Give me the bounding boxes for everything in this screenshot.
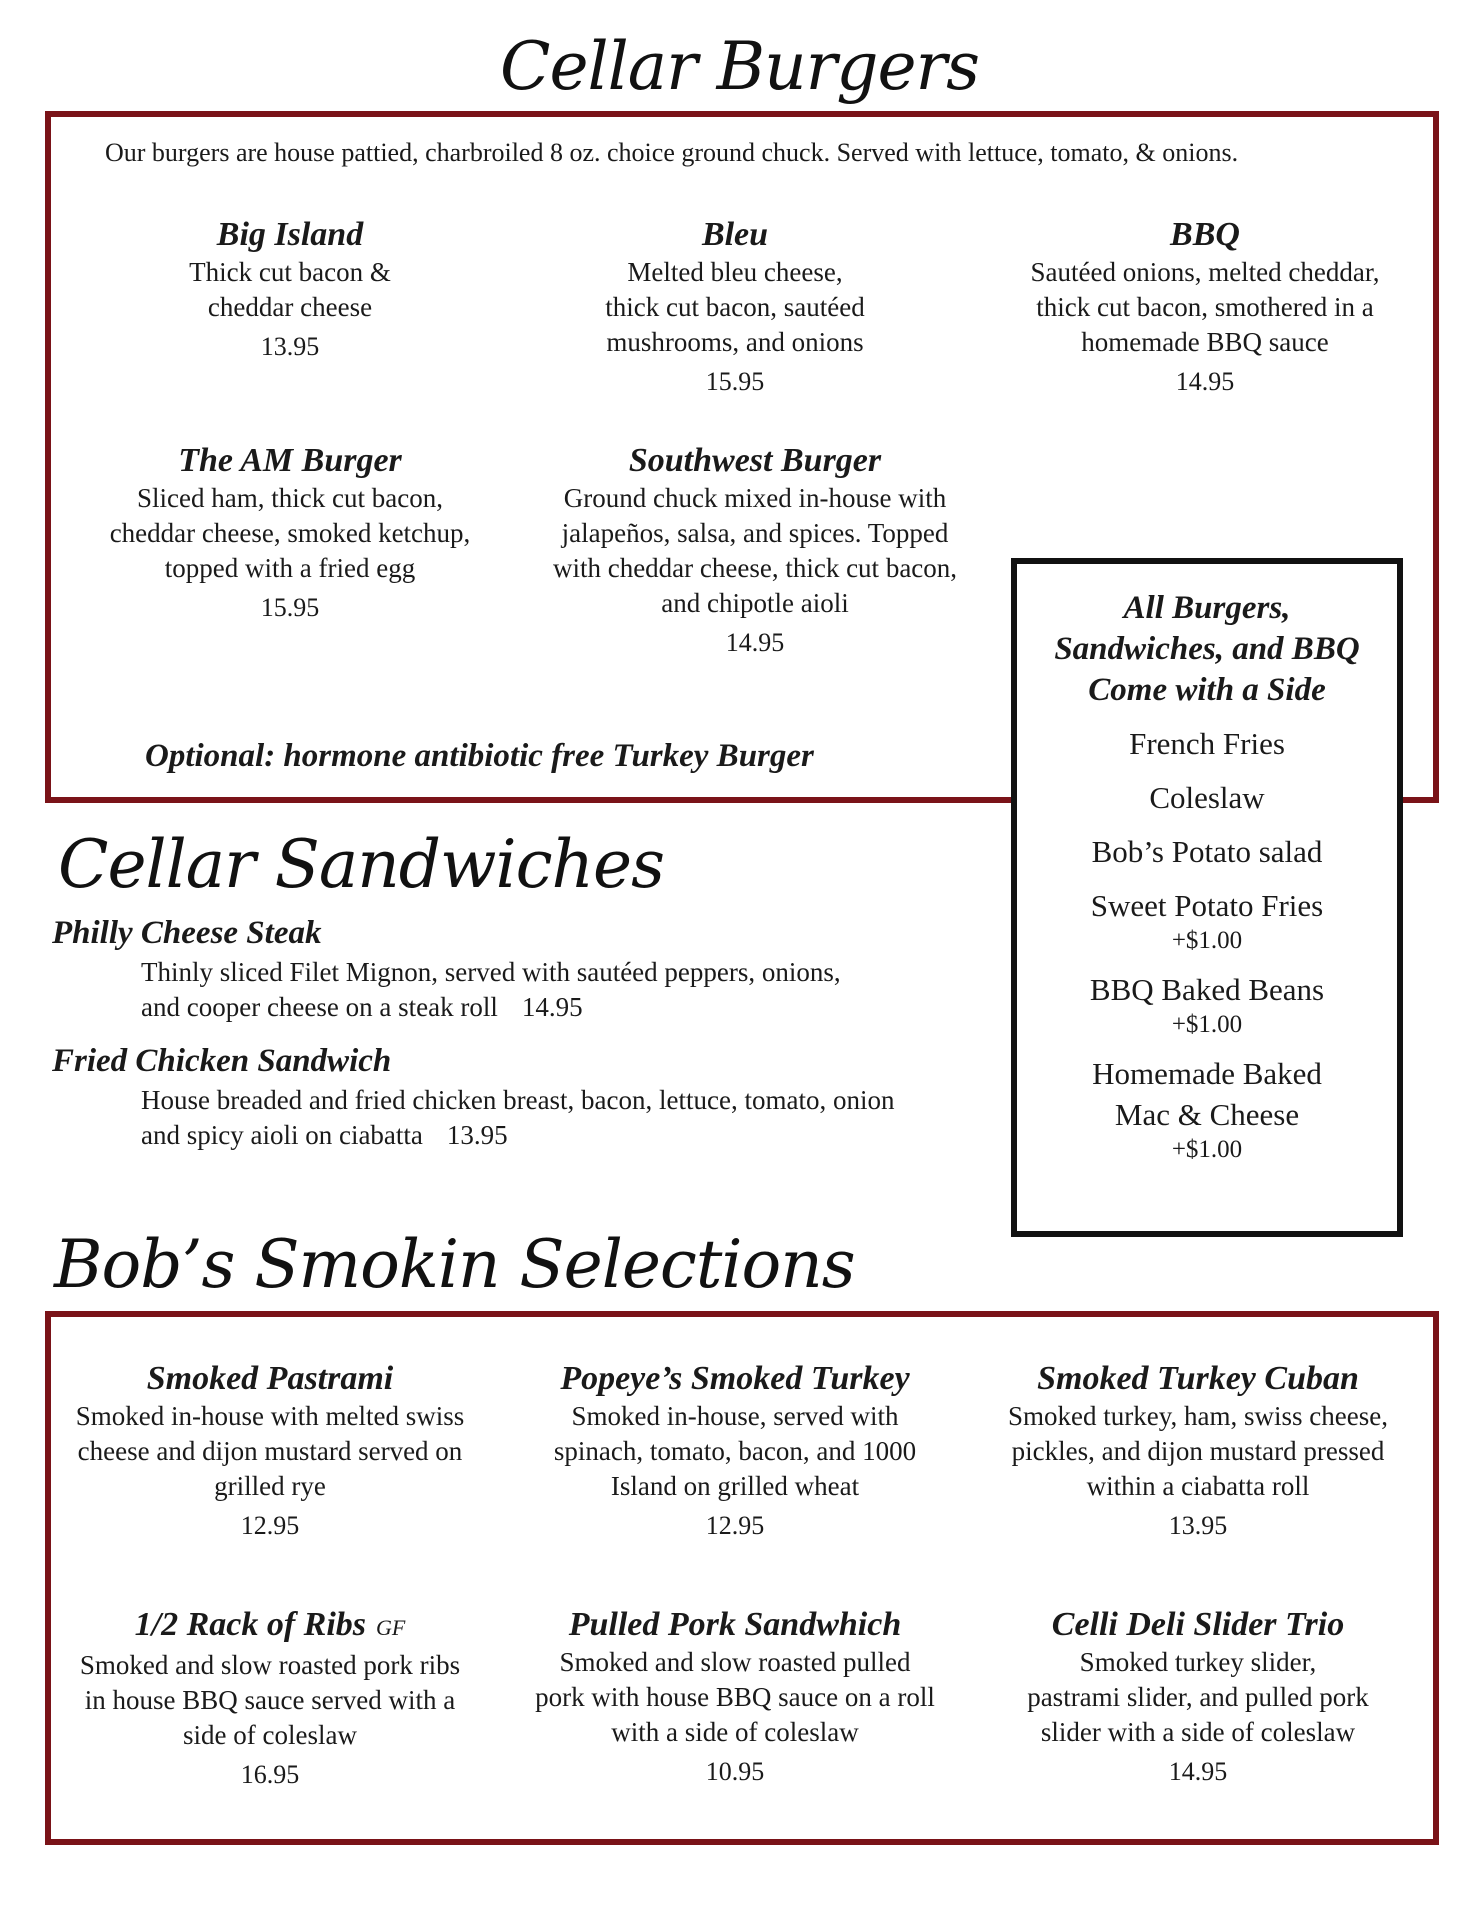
item-desc: Smoked in-house with melted swiss xyxy=(75,1401,465,1431)
item-name: Southwest Burger xyxy=(628,442,882,479)
item-desc: cheddar cheese, smoked ketchup, xyxy=(109,518,471,548)
item-name: Big Island xyxy=(216,216,364,253)
item-desc: homemade BBQ sauce xyxy=(1081,327,1329,357)
burger-item xyxy=(70,215,510,365)
item-name: Celli Deli Slider Trio xyxy=(1051,1606,1345,1643)
item-price: 12.95 xyxy=(240,1511,300,1540)
item-desc: Smoked and slow roasted pork ribs xyxy=(79,1650,461,1680)
item-desc: within a ciabatta roll xyxy=(1086,1471,1310,1501)
sandwich-name: Philly Cheese Steak xyxy=(52,915,322,951)
sandwich-desc-line xyxy=(141,990,841,1025)
item-desc: pork with house BBQ sauce on a roll xyxy=(535,1682,935,1712)
sandwich-price: 13.95 xyxy=(446,1120,508,1150)
item-desc: in house BBQ sauce served with a xyxy=(84,1685,456,1715)
item-price: 13.95 xyxy=(260,332,320,361)
item-desc: Smoked turkey, ham, swiss cheese, xyxy=(1008,1401,1388,1431)
side-upcharge: +$1.00 xyxy=(1171,1011,1243,1038)
item-desc: side of coleslaw xyxy=(183,1720,357,1750)
sandwich-price: 14.95 xyxy=(521,992,583,1022)
sides-heading xyxy=(1017,588,1397,711)
item-price: 13.95 xyxy=(1168,1511,1228,1540)
burger-item xyxy=(985,215,1425,400)
item-desc: thick cut bacon, smothered in a xyxy=(1036,292,1374,322)
item-name: Smoked Pastrami xyxy=(146,1360,394,1397)
side-name: Sweet Potato Fries xyxy=(1090,888,1324,923)
sandwich-desc xyxy=(141,1083,894,1153)
side-item xyxy=(1017,723,1397,764)
item-desc: thick cut bacon, sautéed xyxy=(605,292,865,322)
sandwich-desc-line: House breaded and fried chicken breast, bacon, lettuce, tomato, onion xyxy=(141,1085,895,1115)
gluten-free-tag: GF xyxy=(376,1615,406,1640)
item-desc: Island on grilled wheat xyxy=(610,1471,860,1501)
item-price: 10.95 xyxy=(705,1757,765,1786)
item-desc: with a side of coleslaw xyxy=(611,1717,859,1747)
side-name: Mac & Cheese xyxy=(1114,1097,1300,1132)
side-name: Homemade Baked xyxy=(1092,1056,1322,1091)
burgers-intro: Our burgers are house pattied, charbroiled 8 oz. choice ground chuck. Served with lettuce, tomato, & onions. xyxy=(105,138,1239,167)
sandwiches-title: Cellar Sandwiches xyxy=(58,826,664,903)
item-desc: and chipotle aioli xyxy=(661,588,849,618)
item-desc: jalapeños, salsa, and spices. Topped xyxy=(561,518,949,548)
burger-item xyxy=(515,215,955,400)
item-desc: Sliced ham, thick cut bacon, xyxy=(137,483,443,513)
item-price: 14.95 xyxy=(1175,367,1235,396)
item-price: 14.95 xyxy=(1168,1757,1228,1786)
smokin-item xyxy=(978,1359,1418,1544)
side-upcharge: +$1.00 xyxy=(1171,927,1243,954)
item-price: 15.95 xyxy=(705,367,765,396)
item-desc: Smoked and slow roasted pulled xyxy=(559,1647,911,1677)
item-desc: cheddar cheese xyxy=(207,292,373,322)
item-price: 16.95 xyxy=(240,1760,300,1789)
item-price: 12.95 xyxy=(705,1511,765,1540)
sandwich-desc-text: and spicy aioli on ciabatta xyxy=(141,1120,423,1150)
sandwich-desc-line xyxy=(141,1118,894,1153)
side-item xyxy=(1017,831,1397,872)
item-name: Bleu xyxy=(701,216,769,253)
item-name: BBQ xyxy=(1170,216,1240,253)
item-desc: Ground chuck mixed in-house with xyxy=(563,483,947,513)
item-name: Smoked Turkey Cuban xyxy=(1037,1360,1359,1397)
sides-heading-line: Sandwiches, and BBQ xyxy=(1054,631,1360,667)
item-name: Popeye’s Smoked Turkey xyxy=(560,1360,910,1397)
item-desc: Melted bleu cheese, xyxy=(627,257,843,287)
side-item xyxy=(1017,969,1397,1040)
item-price: 15.95 xyxy=(260,593,320,622)
smokin-title: Bob’s Smokin Selections xyxy=(54,1226,855,1303)
item-desc: Sautéed onions, melted cheddar, xyxy=(1030,257,1380,287)
item-name: The AM Burger xyxy=(178,442,402,479)
sides-heading-line: All Burgers, xyxy=(1123,590,1291,626)
item-name xyxy=(50,1605,490,1648)
smokin-item xyxy=(515,1605,955,1790)
item-desc: Thick cut bacon & xyxy=(189,257,391,287)
sandwich-desc-text: and cooper cheese on a steak roll xyxy=(141,992,498,1022)
smokin-item xyxy=(978,1605,1418,1790)
smokin-item xyxy=(50,1359,490,1544)
burgers-title: Cellar Burgers xyxy=(500,28,979,105)
item-desc: grilled rye xyxy=(214,1471,326,1501)
sandwich-name: Fried Chicken Sandwich xyxy=(52,1043,392,1079)
side-item xyxy=(1017,885,1397,956)
sandwich-desc-line: Thinly sliced Filet Mignon, served with sautéed peppers, onions, xyxy=(141,957,841,987)
burger-item xyxy=(70,441,510,626)
item-desc: mushrooms, and onions xyxy=(606,327,864,357)
item-desc: pickles, and dijon mustard pressed xyxy=(1011,1436,1385,1466)
item-desc: Smoked turkey slider, xyxy=(1079,1647,1317,1677)
item-name: Pulled Pork Sandwhich xyxy=(568,1606,902,1643)
side-name: BBQ Baked Beans xyxy=(1089,972,1325,1007)
item-desc: slider with a side of coleslaw xyxy=(1040,1717,1356,1747)
item-desc: with cheddar cheese, thick cut bacon, xyxy=(552,553,958,583)
item-name-text: 1/2 Rack of Ribs xyxy=(134,1606,367,1643)
sandwich-desc xyxy=(141,955,841,1025)
item-desc: pastrami slider, and pulled pork xyxy=(1027,1682,1369,1712)
side-item xyxy=(1017,777,1397,818)
side-item xyxy=(1017,1053,1397,1165)
item-desc: Smoked in-house, served with xyxy=(571,1401,899,1431)
item-desc: topped with a fried egg xyxy=(164,553,416,583)
sides-heading-line: Come with a Side xyxy=(1088,672,1326,708)
side-name: Bob’s Potato salad xyxy=(1091,834,1323,869)
sides-panel xyxy=(1011,558,1403,1237)
item-desc: cheese and dijon mustard served on xyxy=(77,1436,463,1466)
smokin-item xyxy=(515,1359,955,1544)
item-desc: spinach, tomato, bacon, and 1000 xyxy=(553,1436,917,1466)
smokin-item xyxy=(50,1605,490,1793)
side-name: Coleslaw xyxy=(1149,780,1265,815)
side-name: French Fries xyxy=(1129,726,1285,761)
side-upcharge: +$1.00 xyxy=(1171,1136,1243,1163)
burger-item xyxy=(520,441,990,661)
burgers-optional-note: Optional: hormone antibiotic free Turkey Burger xyxy=(145,738,814,774)
item-price: 14.95 xyxy=(725,628,785,657)
